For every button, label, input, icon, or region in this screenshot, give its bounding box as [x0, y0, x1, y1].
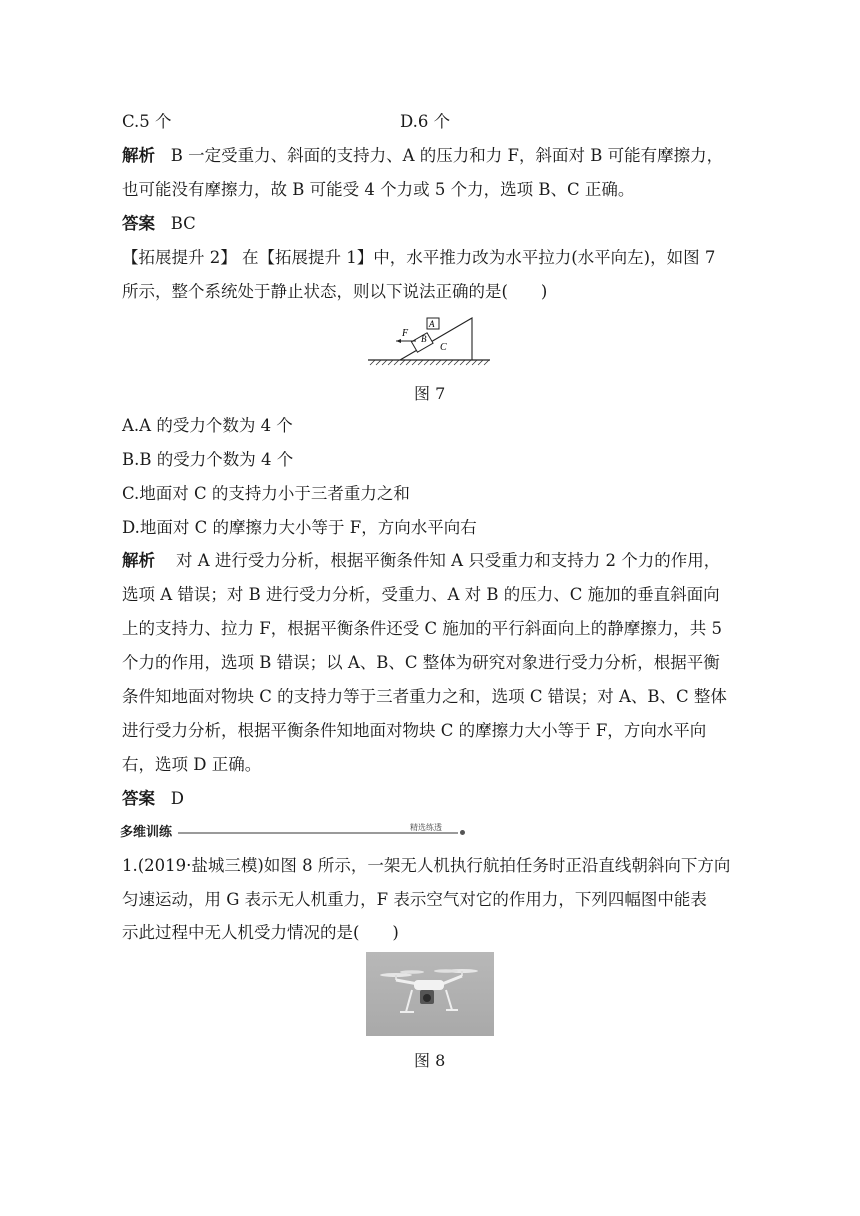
figure-7-diagram [366, 312, 492, 368]
analysis-label: 解析 [122, 146, 155, 165]
answer-value: BC [170, 214, 196, 233]
section-title: 多维训练 [120, 825, 173, 840]
ground-hatching [370, 360, 489, 365]
force-arrow-head [396, 339, 401, 343]
option-2-a: A.A 的受力个数为 4 个 [122, 416, 293, 435]
question-3-line-2: 匀速运动，用 G 表示无人机重力，F 表示空气对它的作用力，下列四幅图中能表 [122, 890, 707, 909]
option-2-d: D.地面对 C 的摩擦力大小等于 F，方向水平向右 [122, 518, 477, 537]
analysis-1-line-2: 也可能没有摩擦力，故 B 可能受 4 个力或 5 个力，选项 B、C 正确。 [122, 180, 635, 199]
analysis-text: B 一定受重力、斜面的支持力、A 的压力和力 F，斜面对 B 可能有摩擦力， [170, 146, 724, 165]
analysis-2-line-1 [122, 551, 720, 571]
answer-value: D [170, 789, 184, 808]
analysis-label: 解析 [122, 551, 155, 570]
answer-label: 答案 [122, 789, 155, 808]
label-c: C [440, 342, 447, 353]
analysis-text: 对 A 进行受力分析，根据平衡条件知 A 只受重力和支持力 2 个力的作用， [175, 551, 721, 570]
answer-2 [122, 789, 184, 809]
section-header [118, 820, 468, 838]
section-dot [460, 830, 465, 835]
analysis-2-line-5: 条件知地面对物块 C 的支持力等于三者重力之和，选项 C 错误；对 A、B、C 整体 [122, 687, 727, 706]
question-3-line-3: 示此过程中无人机受力情况的是( ) [122, 923, 399, 942]
section-subtitle: 精选练透 [410, 823, 442, 832]
option-2-c: C.地面对 C 的支持力小于三者重力之和 [122, 484, 410, 503]
question-2-line-2: 所示，整个系统处于静止状态，则以下说法正确的是( ) [122, 282, 548, 301]
figure-8-caption: 图 8 [414, 1051, 446, 1070]
figure-7-caption: 图 7 [414, 384, 446, 403]
analysis-2-line-6: 进行受力分析，根据平衡条件知地面对物块 C 的摩擦力大小等于 F，方向水平向 [122, 721, 707, 740]
label-f: F [402, 328, 409, 339]
analysis-2-line-3: 上的支持力、拉力 F，根据平衡条件还受 C 施加的平行斜面向上的静摩擦力，共 5 [122, 619, 723, 638]
analysis-1-line-1 [122, 146, 723, 166]
option-2-b: B.B 的受力个数为 4 个 [122, 450, 294, 469]
figure-8-drone-photo [366, 952, 494, 1036]
answer-1 [122, 214, 196, 234]
analysis-2-line-7: 右，选项 D 正确。 [122, 755, 262, 774]
analysis-2-line-2: 选项 A 错误；对 B 进行受力分析，受重力、A 对 B 的压力、C 施加的垂直斜面向 [122, 585, 720, 604]
answer-label: 答案 [122, 214, 155, 233]
question-2-line-1: 【拓展提升 2】 在【拓展提升 1】中，水平推力改为水平拉力(水平向左)，如图 7 [122, 248, 716, 267]
question-3-line-1: 1.(2019·盐城三模)如图 8 所示，一架无人机执行航拍任务时正沿直线朝斜向下方向 [122, 856, 731, 875]
label-b: B [421, 334, 427, 344]
label-a: A [429, 319, 435, 329]
analysis-2-line-4: 个力的作用，选项 B 错误；以 A、B、C 整体为研究对象进行受力分析，根据平衡 [122, 653, 720, 672]
option-d: D.6 个 [400, 112, 451, 131]
option-c: C.5 个 [122, 112, 172, 131]
